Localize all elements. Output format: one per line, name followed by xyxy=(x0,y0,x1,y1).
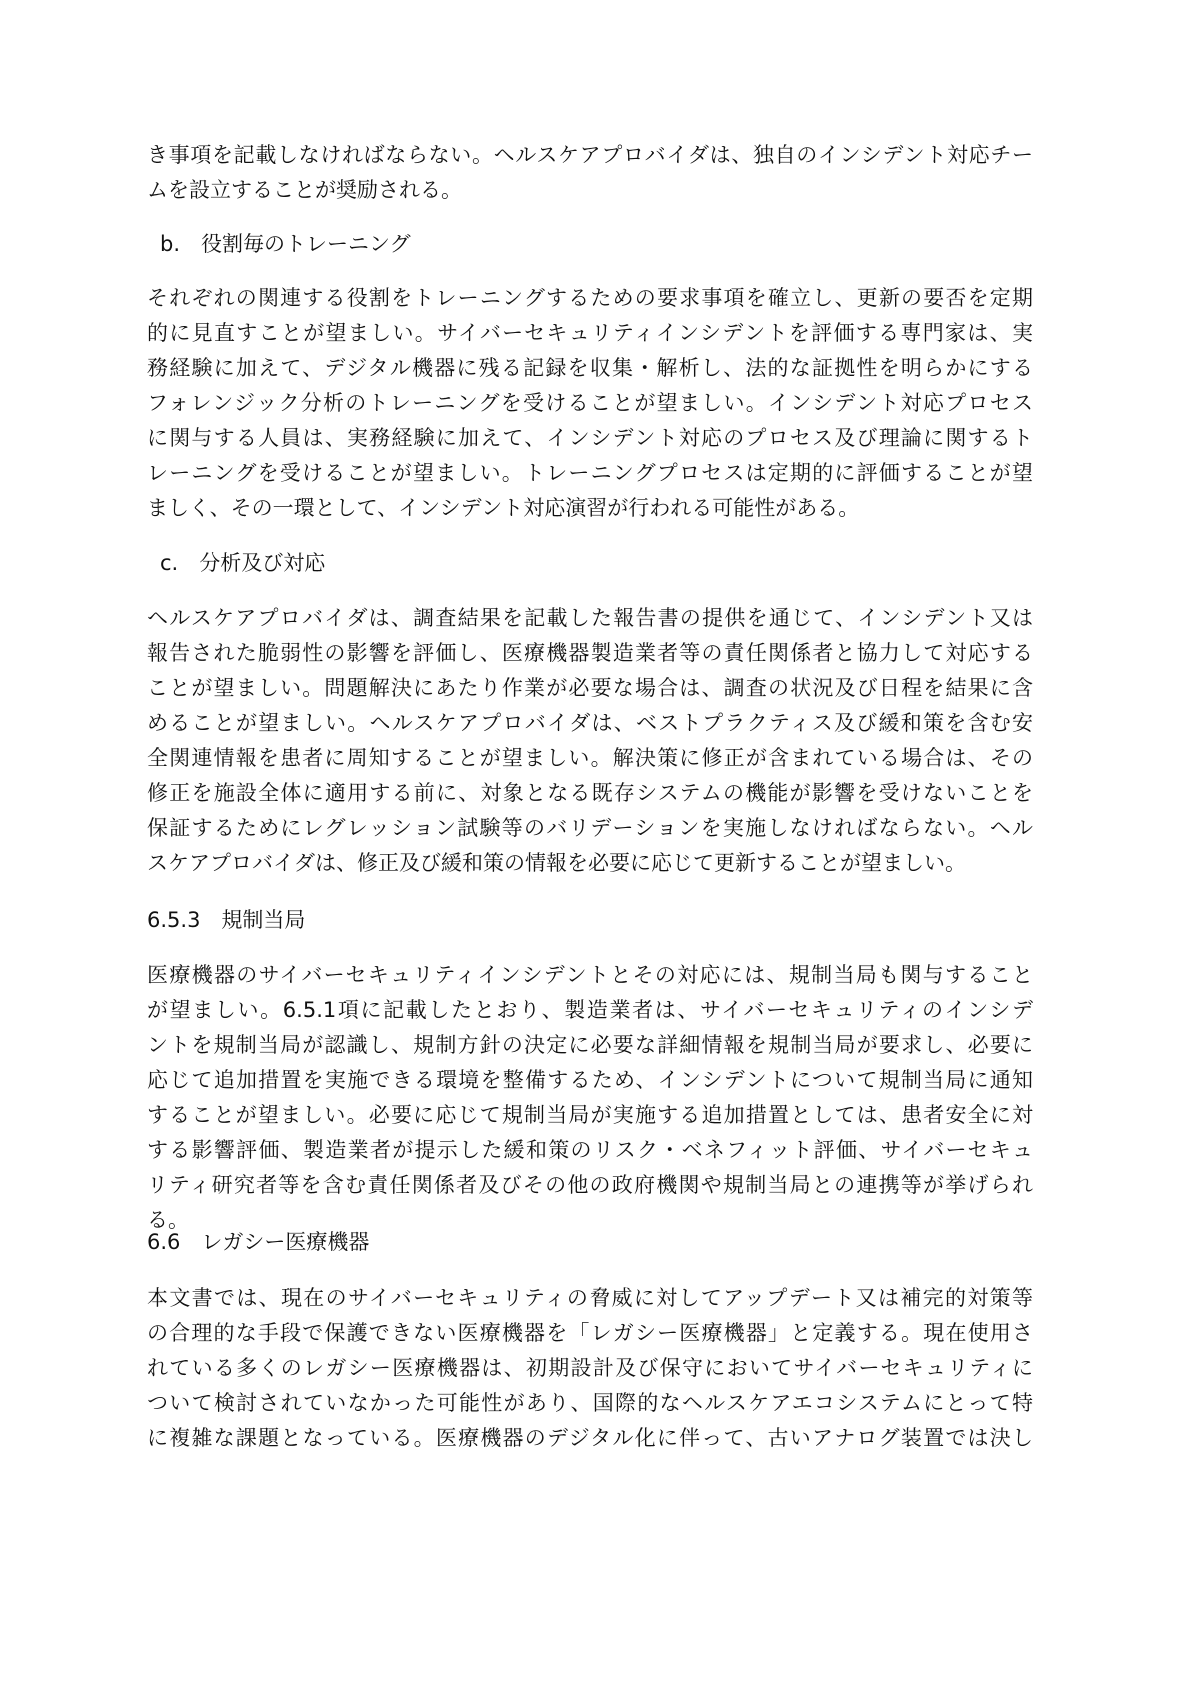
text-line: 応じて追加措置を実施できる環境を整備するため、インシデントについて規制当局に通知 xyxy=(147,1068,1033,1092)
text-line: る。 xyxy=(147,1208,189,1232)
text-line: ントを規制当局が認識し、規制方針の決定に必要な詳細情報を規制当局が要求し、必要に xyxy=(147,1033,1033,1057)
text-line: 報告された脆弱性の影響を評価し、医療機器製造業者等の責任関係者と協力して対応する xyxy=(147,641,1033,665)
text-line: 的に見直すことが望ましい。サイバーセキュリティインシデントを評価する専門家は、実 xyxy=(147,321,1033,345)
text-line: ヘルスケアプロバイダは、調査結果を記載した報告書の提供を通じて、インシデント又は xyxy=(147,606,1033,630)
text-line: する影響評価、製造業者が提示した緩和策のリスク・ベネフィット評価、サイバーセキュ xyxy=(147,1138,1033,1162)
text-line: めることが望ましい。ヘルスケアプロバイダは、ベストプラクティス及び緩和策を含む安 xyxy=(147,711,1033,735)
text-line: スケアプロバイダは、修正及び緩和策の情報を必要に応じて更新することが望ましい。 xyxy=(147,851,966,875)
text-line: レーニングを受けることが望ましい。トレーニングプロセスは定期的に評価することが望 xyxy=(147,461,1034,485)
text-line: の合理的な手段で保護できない医療機器を「レガシー医療機器」と定義する。現在使用さ xyxy=(147,1321,1033,1345)
paragraph-5 xyxy=(147,1281,1033,1456)
text-line: ムを設立することが奨励される。 xyxy=(147,178,462,202)
paragraph-3 xyxy=(147,601,1033,881)
text-line: れている多くのレガシー医療機器は、初期設計及び保守においてサイバーセキュリティに xyxy=(147,1356,1033,1380)
text-line: することが望ましい。必要に応じて規制当局が実施する追加措置としては、患者安全に対 xyxy=(147,1103,1033,1127)
text-line: ことが望ましい。問題解決にあたり作業が必要な場合は、調査の状況及び日程を結果に含 xyxy=(147,676,1033,700)
section-heading: c. 分析及び対応 xyxy=(160,551,326,575)
text-line: 保証するためにレグレッション試験等のバリデーションを実施しなければならない。ヘル xyxy=(147,816,1033,840)
text-line: に関与する人員は、実務経験に加えて、インシデント対応のプロセス及び理論に関するト xyxy=(147,426,1033,450)
heading-653 xyxy=(147,903,1033,938)
text-line: リティ研究者等を含む責任関係者及びその他の政府機関や規制当局との連携等が挙げられ xyxy=(147,1173,1033,1197)
text-line: に複雑な課題となっている。医療機器のデジタル化に伴って、古いアナログ装置では決し xyxy=(147,1426,1033,1450)
text-line: フォレンジック分析のトレーニングを受けることが望ましい。インシデント対応プロセス xyxy=(147,391,1033,415)
text-line: が望ましい。6.5.1項に記載したとおり、製造業者は、サイバーセキュリティのインシデ xyxy=(147,998,1033,1022)
paragraph-4 xyxy=(147,958,1033,1238)
heading-b xyxy=(160,227,1046,262)
heading-c xyxy=(160,546,1046,581)
section-heading: 6.5.3 規制当局 xyxy=(147,908,306,932)
text-line: 医療機器のサイバーセキュリティインシデントとその対応には、規制当局も関与すること xyxy=(147,963,1033,987)
text-line: 本文書では、現在のサイバーセキュリティの脅威に対してアップデート又は補完的対策等 xyxy=(147,1286,1033,1310)
section-heading: 6.6 レガシー医療機器 xyxy=(147,1230,370,1254)
text-line: ましく、その一環として、インシデント対応演習が行われる可能性がある。 xyxy=(147,496,860,520)
text-line: 修正を施設全体に適用する前に、対象となる既存システムの機能が影響を受けないことを xyxy=(147,781,1033,805)
section-heading: b. 役割毎のトレーニング xyxy=(160,232,411,256)
text-line: 務経験に加えて、デジタル機器に残る記録を収集・解析し、法的な証拠性を明らかにする xyxy=(147,356,1033,380)
text-line: き事項を記載しなければならない。ヘルスケアプロバイダは、独自のインシデント対応チー xyxy=(147,143,1033,167)
text-line: 全関連情報を患者に周知することが望ましい。解決策に修正が含まれている場合は、その xyxy=(147,746,1033,770)
text-line: ついて検討されていなかった可能性があり、国際的なヘルスケアエコシステムにとって特 xyxy=(147,1391,1033,1415)
heading-66 xyxy=(147,1225,1033,1260)
paragraph-1 xyxy=(147,138,1033,208)
text-line: それぞれの関連する役割をトレーニングするための要求事項を確立し、更新の要否を定期 xyxy=(147,286,1033,310)
paragraph-2 xyxy=(147,281,1033,526)
